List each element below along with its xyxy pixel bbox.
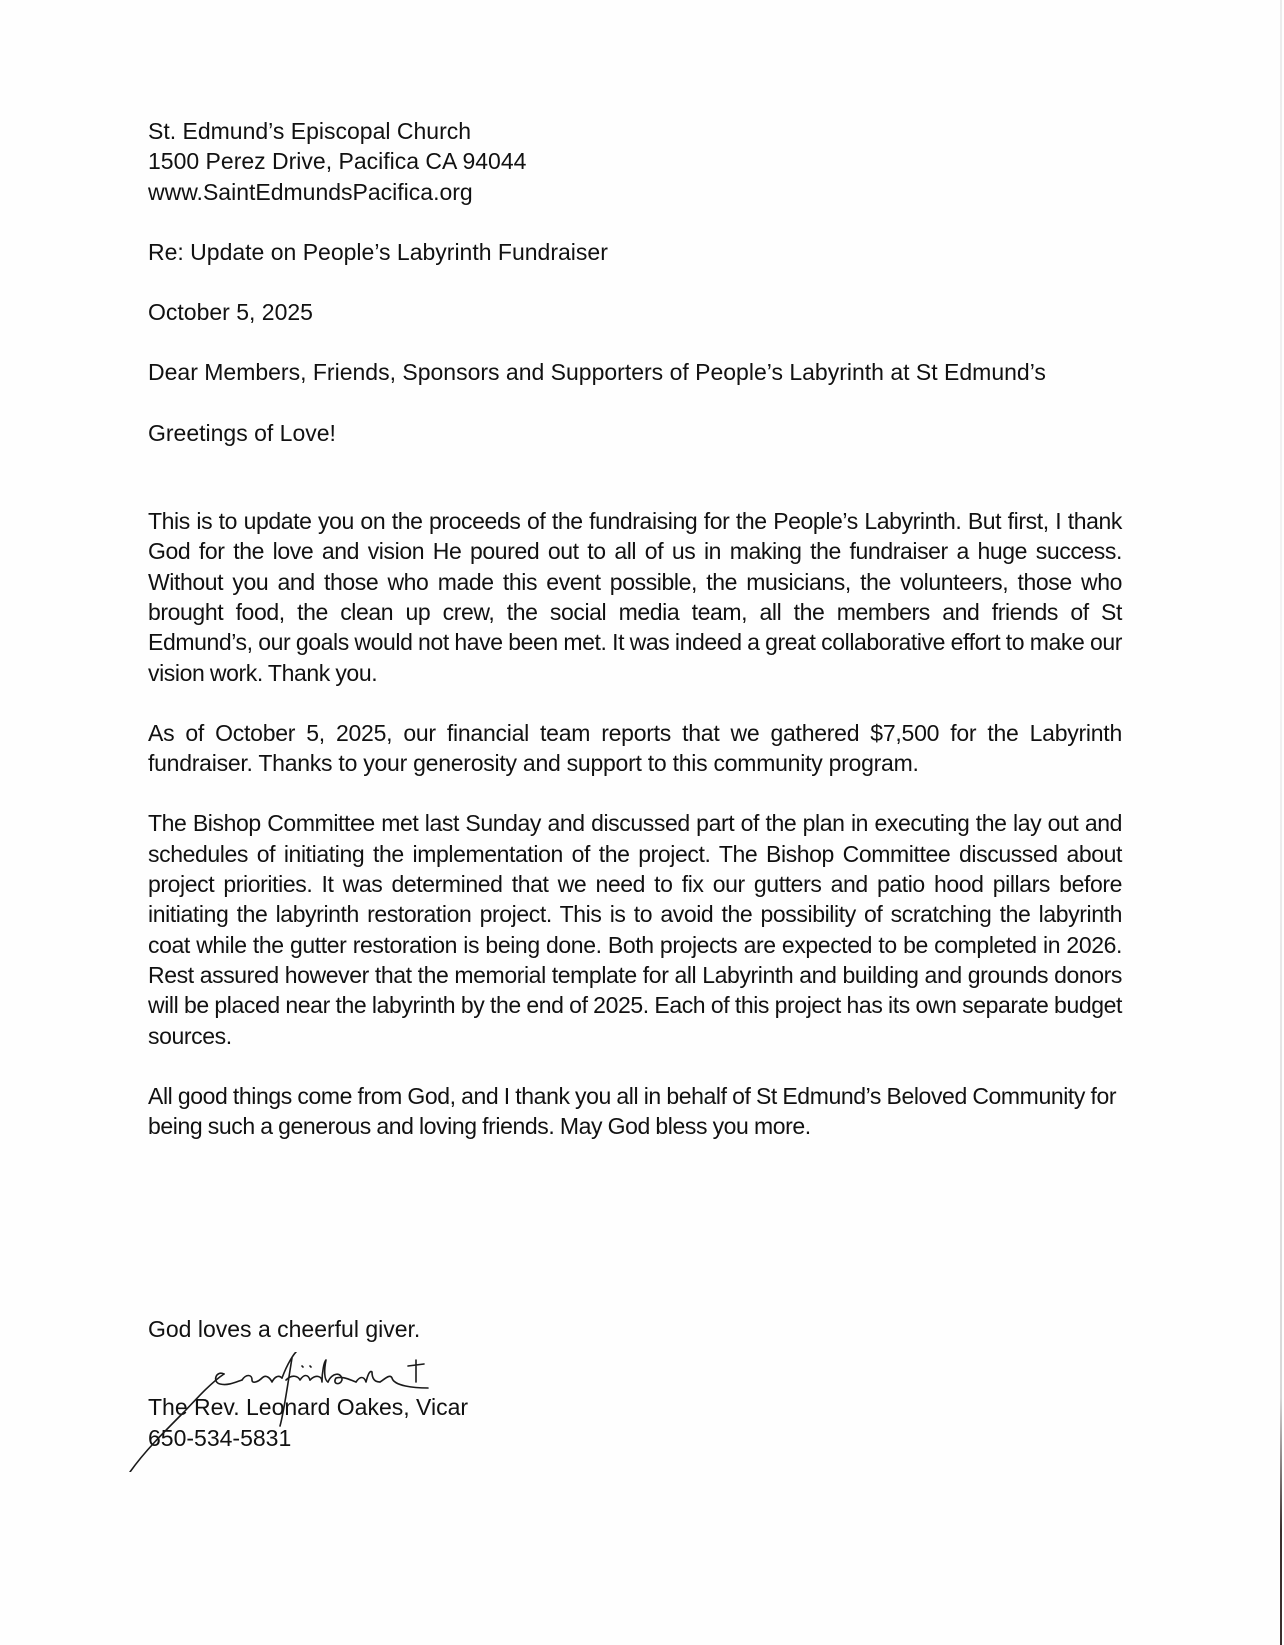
greeting: Greetings of Love! — [148, 419, 336, 446]
paragraph-blessing: All good things come from God, and I thank you all in behalf of St Edmund’s Beloved Community for being such a generous and loving friends. May God bless you more. — [148, 1082, 1117, 1140]
sender-address: 1500 Perez Drive, Pacifica CA 94044 — [148, 148, 527, 175]
scan-edge-shadow — [1280, 0, 1282, 1645]
closing-motto: God loves a cheerful giver. — [148, 1316, 421, 1342]
letter-date: October 5, 2025 — [148, 299, 313, 326]
paragraph-thanks: This is to update you on the proceeds of the fundraising for the People’s Labyrinth. But first, I thank God for the love and vision He poured out to all of us in making the fundraiser a huge success. Without you and those who made this event possible, the musicians, the volunteers, those who brought food, the clean up crew, the social media team, all the members and friends of St Edmund’s, our goals would not have been met. It was indeed a great collaborative effort to make our vision work. Thank you. — [148, 508, 1122, 686]
subject-line: Re: Update on People’s Labyrinth Fundraiser — [148, 238, 608, 265]
signer-phone: 650-534-5831 — [148, 1424, 292, 1451]
signer-name: The Rev. Leonard Oakes, Vicar — [148, 1394, 469, 1421]
signature-icon — [124, 1352, 454, 1472]
sender-block — [148, 116, 1122, 207]
letter-body — [148, 116, 1122, 1141]
salutation: Dear Members, Friends, Sponsors and Supporters of People’s Labyrinth at St Edmund’s — [148, 359, 1046, 386]
paragraph-bishop-committee: The Bishop Committee met last Sunday and discussed part of the plan in executing the lay out and schedules of initiating the implementation of the project. The Bishop Committee discussed about project priorities. It was determined that we need to fix our gutters and patio hood pillars before initiating the labyrinth restoration project. This is to avoid the possibility of scratching the labyrinth coat while the gutter restoration is being done. Both projects are expected to be completed in 2026. Rest assured however that the memorial template for all Labyrinth and building and grounds donors will be placed near the labyrinth by the end of 2025. Each of this project has its own separate budget sources. — [148, 810, 1122, 1049]
sender-website: www.SaintEdmundsPacifica.org — [148, 178, 473, 205]
paragraph-proceeds: As of October 5, 2025, our financial team reports that we gathered $7,500 for the Labyrinth fundraiser. Thanks to your generosity and support to this community program. — [148, 719, 1122, 777]
sender-organization: St. Edmund’s Episcopal Church — [148, 118, 472, 144]
